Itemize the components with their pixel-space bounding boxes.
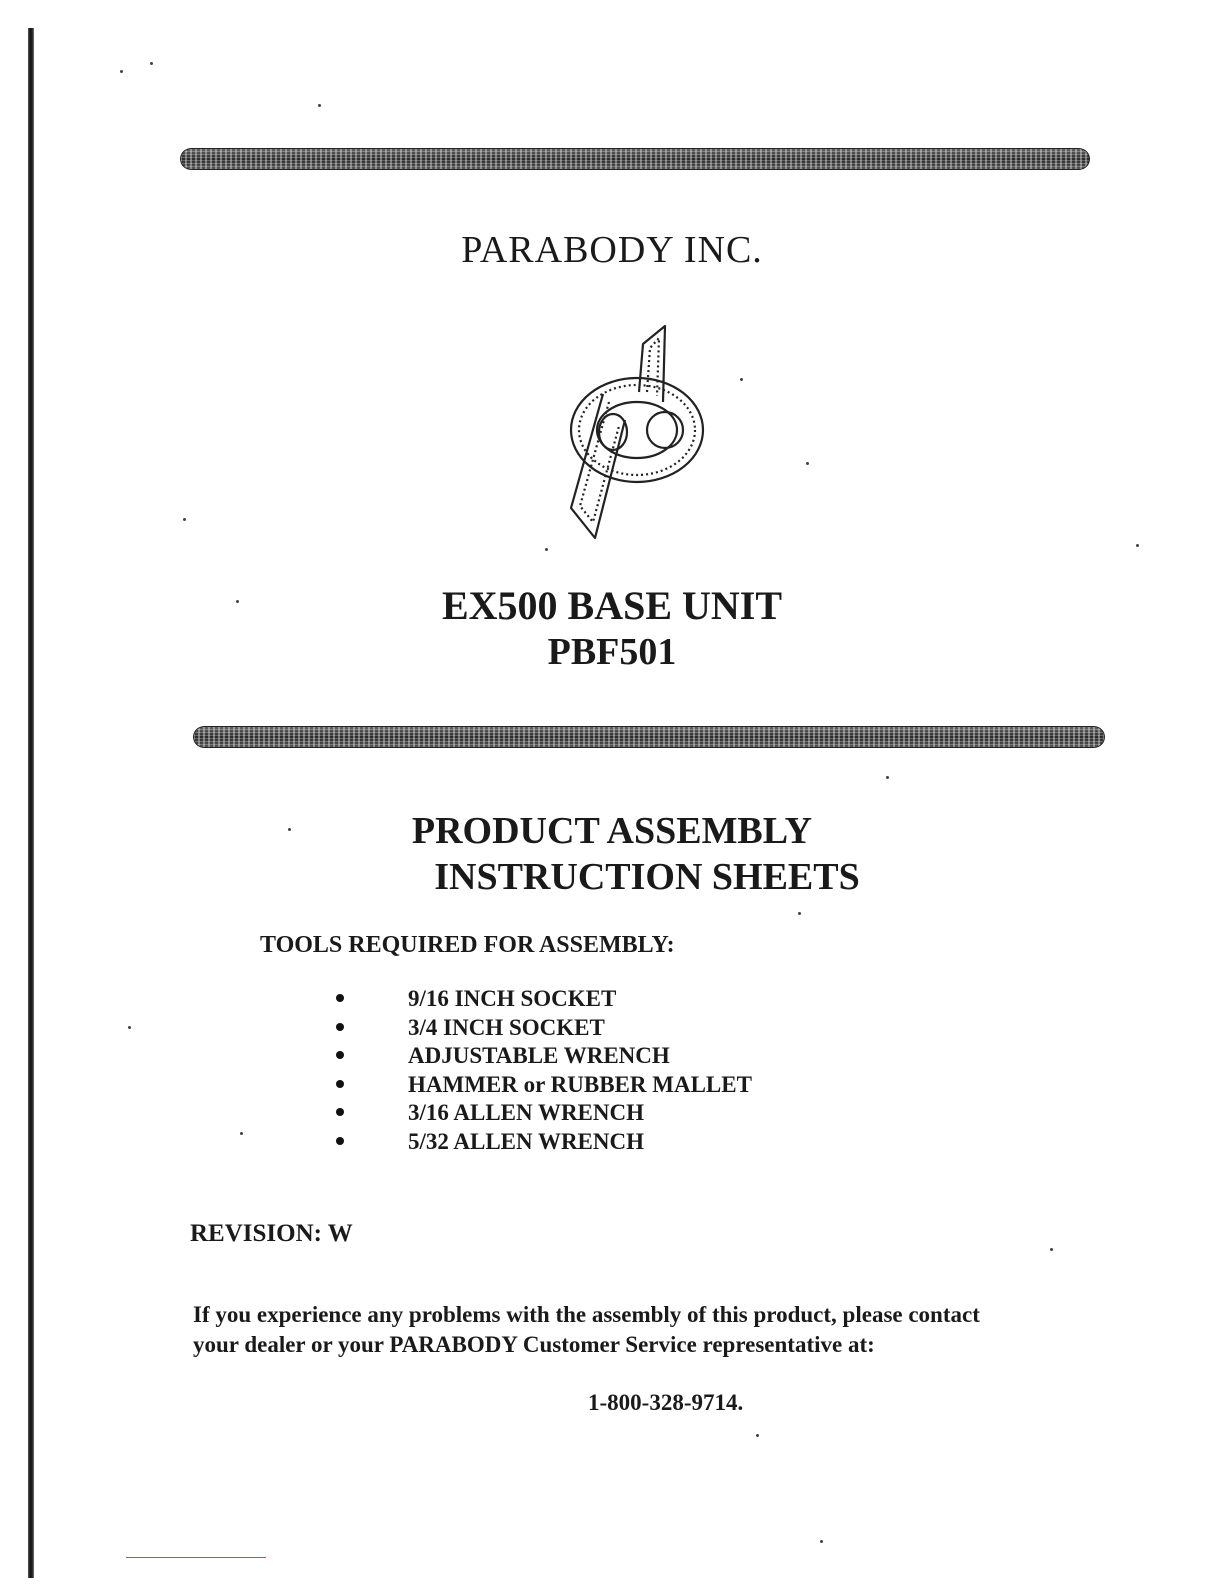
- tool-label: HAMMER or RUBBER MALLET: [408, 1071, 752, 1097]
- bullet-icon: [336, 1137, 344, 1145]
- scan-speck: [1050, 1248, 1053, 1251]
- scan-speck: [150, 62, 153, 65]
- scan-speck: [183, 518, 186, 521]
- document-title-line-2: INSTRUCTION SHEETS: [434, 856, 860, 898]
- tool-label: ADJUSTABLE WRENCH: [408, 1043, 670, 1068]
- link-underline: [126, 1557, 266, 1558]
- scan-speck: [240, 1132, 243, 1135]
- scan-speck: [128, 1026, 131, 1029]
- bullet-icon: [336, 1023, 344, 1031]
- contact-line-1: If you experience any problems with the assembly of this product, please contact: [193, 1302, 980, 1327]
- scan-speck: [740, 378, 743, 381]
- tools-heading: TOOLS REQUIRED FOR ASSEMBLY:: [260, 932, 675, 958]
- scan-speck: [120, 70, 123, 73]
- bullet-icon: [336, 994, 344, 1002]
- tool-label: 9/16 INCH SOCKET: [408, 986, 617, 1011]
- middle-divider-bar: [193, 726, 1105, 748]
- scan-speck: [288, 828, 291, 831]
- tool-label: 3/4 INCH SOCKET: [408, 1014, 605, 1040]
- bullet-icon: [336, 1080, 344, 1088]
- scan-speck: [820, 1540, 823, 1543]
- phone-number: 1-800-328-9714.: [588, 1390, 744, 1415]
- document-title-line-1: PRODUCT ASSEMBLY: [411, 810, 813, 852]
- scan-speck: [798, 912, 801, 915]
- tool-label: 5/32 ALLEN WRENCH: [408, 1128, 645, 1154]
- bullet-icon: [336, 1051, 344, 1059]
- scan-speck: [756, 1434, 759, 1437]
- pb-logo-icon: [555, 322, 715, 544]
- scan-speck: [318, 104, 321, 107]
- scan-speck: [806, 462, 809, 465]
- document-title: [0, 808, 1224, 900]
- product-code: PBF501: [547, 631, 677, 673]
- contact-paragraph: [193, 1300, 1053, 1360]
- bullet-icon: [336, 1108, 344, 1116]
- scan-speck: [886, 776, 889, 779]
- tool-label: 3/16 ALLEN WRENCH: [408, 1100, 645, 1125]
- top-divider-bar: [180, 148, 1090, 170]
- product-name: EX500 BASE UNIT: [441, 583, 783, 628]
- revision-label: REVISION: W: [190, 1220, 353, 1247]
- scan-speck: [1136, 544, 1139, 547]
- contact-line-2: your dealer or your PARABODY Customer Service representative at:: [193, 1332, 875, 1357]
- scan-speck: [545, 548, 548, 551]
- company-name: PARABODY INC.: [461, 229, 763, 271]
- scan-speck: [236, 600, 239, 603]
